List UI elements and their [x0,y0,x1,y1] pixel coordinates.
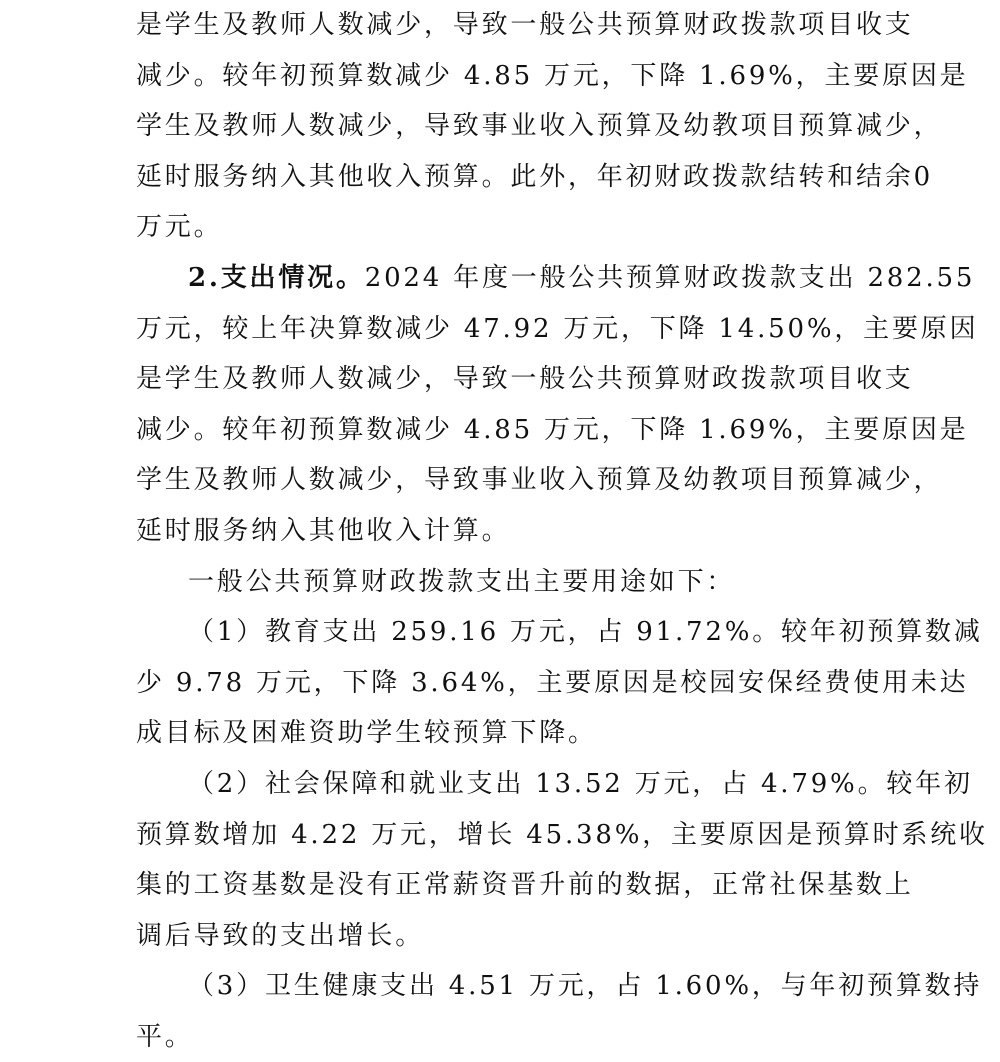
line-text: 学生及教师人数减少，导致事业收入预算及幼教项目预算减少， [136,465,943,496]
section-heading: 2.支出情况。 [188,262,365,293]
text-line [136,202,880,253]
line-text: 万元。 [136,212,223,243]
line-text: 2024 年度一般公共预算财政拨款支出 282.55 [364,262,976,293]
document-page [136,0,988,1062]
line-text: 延时服务纳入其他收入计算。 [136,515,511,546]
line-text: 减少。较年初预算数减少 4.85 万元，下降 1.69%，主要原因是 [136,60,969,91]
text-line [136,708,880,759]
text-line [136,152,933,203]
text-line [136,0,914,51]
line-text: 平。 [136,1021,194,1052]
paragraph-first-line [136,557,880,608]
text-line [136,405,969,456]
text-line [136,455,943,506]
text-line [136,354,914,405]
line-text: 是学生及教师人数减少，导致一般公共预算财政拨款项目收支 [136,10,914,40]
line-text: 少 9.78 万元，下降 3.64%，主要原因是校园安保经费使用未达 [136,667,969,698]
line-text: （1）教育支出 259.16 万元，占 91.72%。较年初预算数减 [188,617,983,648]
text-line [136,658,969,709]
line-text: 减少。较年初预算数减少 4.85 万元，下降 1.69%，主要原因是 [136,414,969,445]
text-line [136,911,880,962]
line-text: 延时服务纳入其他收入预算。此外，年初财政拨款结转和结余0 [136,161,933,192]
text-line [136,101,943,152]
text-line [136,860,914,911]
paragraph-first-line [136,759,973,810]
line-text: 预算数增加 4.22 万元，增长 45.38%，主要原因是预算时系统收 [136,819,988,850]
line-text: 集的工资基数是没有正常薪资晋升前的数据，正常社保基数上 [136,870,914,901]
section-heading-line [136,253,976,304]
paragraph-first-line [136,607,983,658]
line-text: （3）卫生健康支出 4.51 万元，占 1.60%，与年初预算数持 [188,971,983,1002]
text-line [136,51,969,102]
line-text: （2）社会保障和就业支出 13.52 万元，占 4.79%。较年初 [188,768,973,799]
line-text: 成目标及困难资助学生较预算下降。 [136,718,597,749]
text-line [136,1012,880,1062]
line-text: 学生及教师人数减少，导致事业收入预算及幼教项目预算减少， [136,111,943,142]
text-line [136,506,880,557]
line-text: 是学生及教师人数减少，导致一般公共预算财政拨款项目收支 [136,364,914,395]
paragraph-first-line [136,961,983,1012]
line-text: 调后导致的支出增长。 [136,920,425,951]
text-line [136,304,979,355]
line-text: 万元，较上年决算数减少 47.92 万元，下降 14.50%，主要原因 [136,313,979,344]
line-text: 一般公共预算财政拨款支出主要用途如下： [188,566,736,597]
text-line [136,810,988,861]
